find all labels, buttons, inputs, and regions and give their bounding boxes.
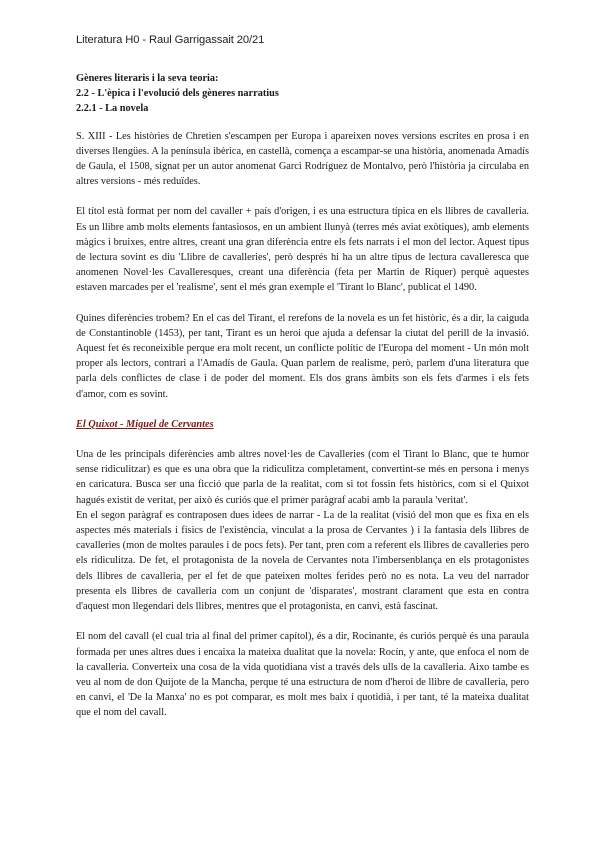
document-body — [76, 71, 529, 736]
paragraph-amadis-origin: S. XIII - Les històries de Chretien s'escampen per Europa i apareixen noves versions escrites en prosa i en diverses llengües. A la península ibèrica, en castellà, comença a escampar-se una història, anomenada Amadís de Gaula, el 1508, signat per un autor anomenat Garci Rodríguez de Montalvo, però l'història ja circulaba en altres versions - més reduïdes. — [76, 130, 529, 188]
paragraph-quixot-differences: Una de les principals diferències amb altres novel·les de Cavalleries (com el Tirant lo Blanc, que te humor sense ridiculitzar) es que es una obra que la ridiculitza completament, convertint-se més en persona i menys en caricatura. Busca ser una ficció que parla de la realitat, com si tot fossin fets històrics, com si el Quixot hagués existit de veritat, per això és curiós que el primer paràgraf acabi amb la paraula 'veritat'. — [76, 449, 529, 506]
paragraph-differences: Quines diferències trobem? En el cas del Tirant, el rerefons de la novela es un fet històric, és a dir, la caiguda de Constantinoble (1453), per tant, Tirant es un heroi que ajuda a defensar la ciutat del perill de la invasió. Aquest fet és reconeixible perque era molt recent, un conflicte polític de l'Europa del moment - Un món molt proper als lectors, contrari a l'Amadís de Gaula. Quan parlem de realisme, però, parlem d'una literatura que parla dels conflictes de clase i de poder del moment. Els dos grans àmbits son els fets d'armes i els fets d'amor, com es sovint. — [76, 312, 529, 400]
heading-block — [76, 71, 529, 117]
page-header: Literatura H0 - Raul Garrigassait 20/21 — [76, 34, 265, 46]
paragraph-horse-name: El nom del cavall (el cual tria al final del primer capítol), és a dir, Rocinante, és curiós perquè és una paraula formada per unes altres dues i encaixa la mateixa dualitat que la novela: Rocín, y ante, que enfoca el nom de la cavalleria. Converteix una cosa de la vida quotidiana vist a través dels ulls de la cavalleria. Aixo tambe es veu al nom de don Quijote de la Mancha, perque té una estructura de nom d'heroi de llibre de cavalleria, pero en canvi, el 'De la Manxa' no es pot comparar, es molt mes baix i quotidià, i per tant, té la mateixa dualitat que el nom del cavall. — [76, 631, 529, 719]
heading-genres: Gèneres literaris i la seva teoria: — [76, 73, 219, 84]
heading-novel: 2.2.1 - La novela — [76, 103, 149, 115]
paragraph-second-paragraph: En el segon paràgraf es contraposen dues idees de narrar - La de la realitat (visió del mon que es fixa en els aspectes més materials i físics de l'existència, vinculat a la prosa de Cervantes ) i la fantasia dels llibres de cavalleries (mon de moltes paraules i de pocs fets). Per tant, pren com a referent els llibres de cavalleries pero els ridiculitza. De fet, el protagonista de la novela de Cervantes nota l'imbersenblança en els protagonistes dels llibres de cavalleria, per el fet de que pateixen moltes ferides però no es nota. La veu del narrador presenta els llibres de cavalleria com un conjunt de 'disparates', mostrant clarament que esta en contra d'aquest mon llegendari dels llibres, mentres que el protagonista, en canvi, està fascinat. — [76, 509, 529, 613]
section-title-quixot: El Quixot - Miguel de Cervantes — [76, 418, 214, 430]
paragraph-title-structure: El títol està format per nom del cavaller + país d'origen, i es una estructura típica en els llibres de cavalleria. Es un llibre amb molts elements fantasiosos, en un ambient llunyà (terres més aviat exòtiques), amb elements màgics i bruixes, entre altres, creant una gran diferència entre els fets narrats i el mon del lector. Aquest tipus de lectura sovint es diu 'Llibre de cavalleries', però després hi ha un altre tipus de lectura cavalleresca que anomenen Novel·les Cavalleresques, creant una diferència (feta per Martin de Riquer) perquè aquestes estaven marcades per el 'realisme', sent el més gran exemple el 'Tirant lo Blanc', publicat el 1490. — [76, 206, 529, 294]
heading-epic: 2.2 - L'èpica i l'evolució dels gèneres narratius — [76, 88, 279, 100]
